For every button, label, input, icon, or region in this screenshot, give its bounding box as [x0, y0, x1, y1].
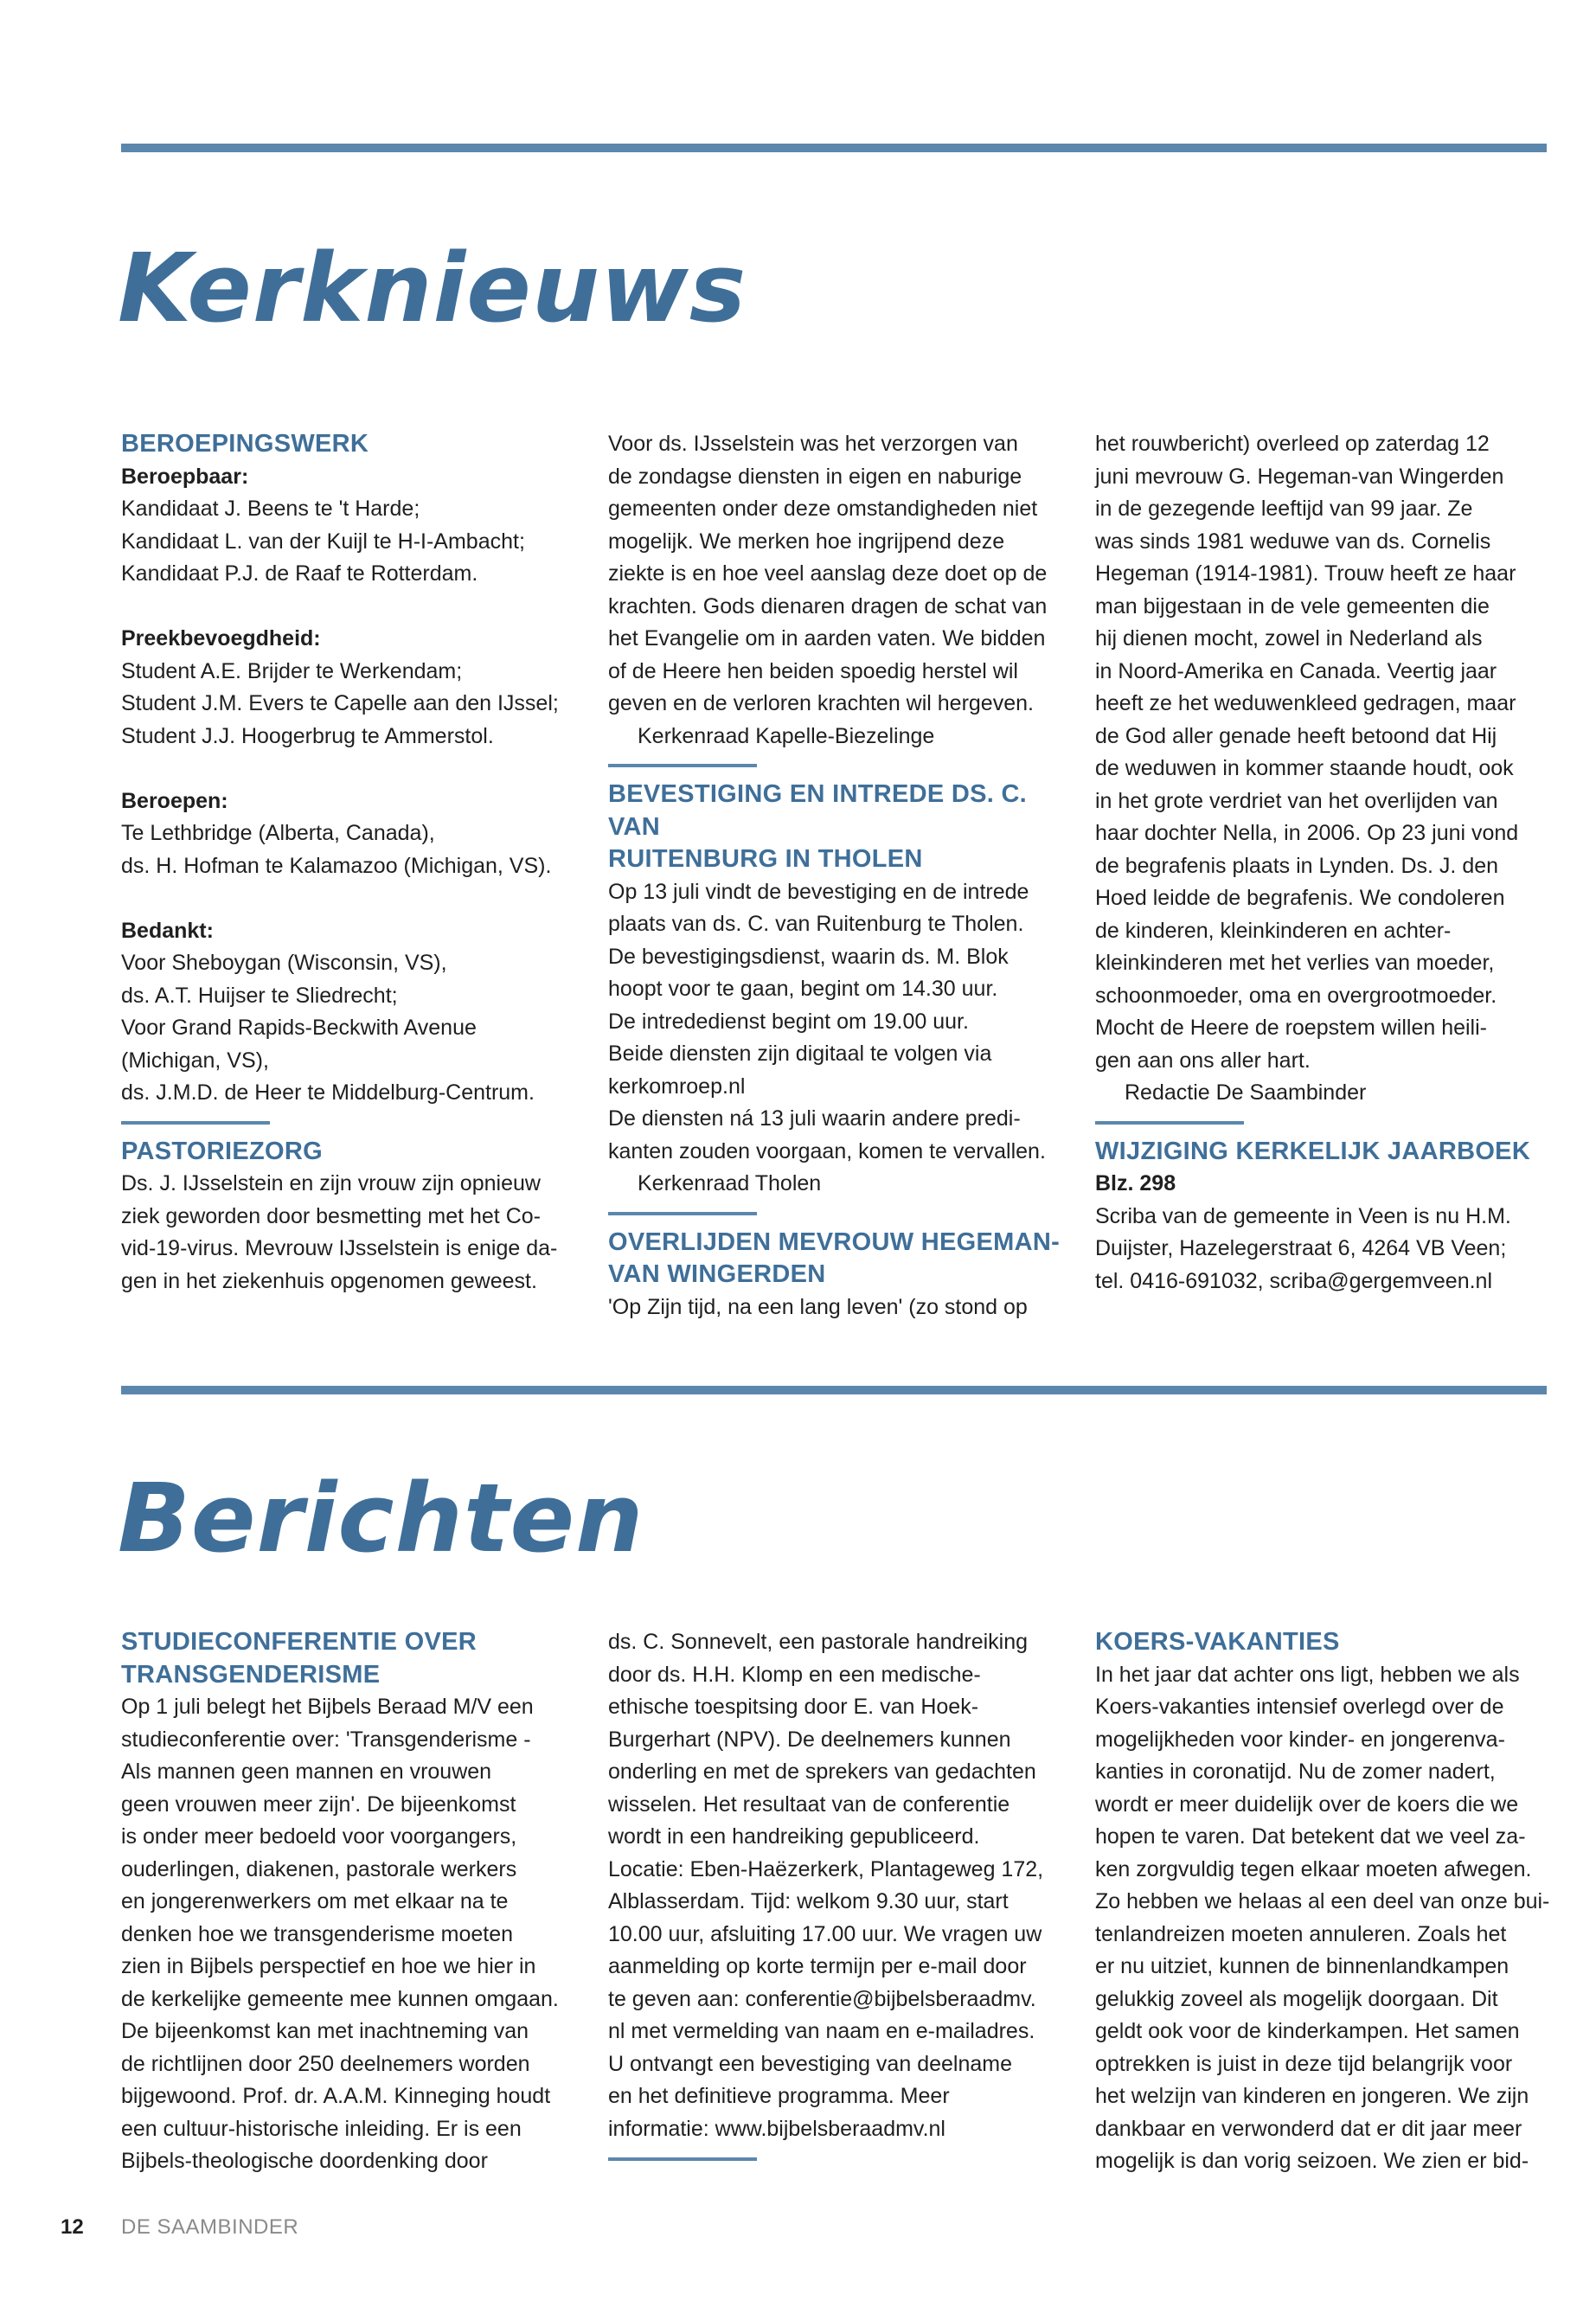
- berichten-column-1: [121, 1626, 580, 2178]
- list-item: Kandidaat L. van der Kuijl te H-I-Ambacht;: [121, 529, 525, 554]
- text-line: in het grote verdriet van het overlijden van: [1095, 788, 1498, 813]
- text-line: hopen te varen. Dat betekent dat we veel za-: [1095, 1824, 1526, 1849]
- text-line: geen vrouwen meer zijn'. De bijeenkomst: [121, 1791, 516, 1817]
- label-blz: Blz. 298: [1095, 1171, 1176, 1195]
- article-pastoriezorg-continued: [608, 428, 1067, 753]
- text-line: of de Heere hen beiden spoedig herstel wil: [608, 658, 1018, 683]
- text-line: geven en de verloren krachten wil hergeven.: [608, 691, 1034, 715]
- heading-studieconferentie-line-1: STUDIECONFERENTIE OVER: [121, 1628, 478, 1656]
- text-line: De diensten ná 13 juli waarin andere predi-: [608, 1106, 1021, 1131]
- text-line: dankbaar en verwonderd dat er dit jaar meer: [1095, 2116, 1522, 2141]
- text-line: in Noord-Amerika en Canada. Veertig jaar: [1095, 658, 1497, 683]
- text-line: Bijbels-theologische doordenking door: [121, 2149, 488, 2173]
- text-line: hoopt voor te gaan, begint om 14.30 uur.: [608, 977, 998, 1001]
- article-jaarboek-body: [1095, 1201, 1554, 1298]
- berichten-column-2: [608, 1626, 1067, 2161]
- text-line: er nu uitziet, kunnen de binnenlandkampen: [1095, 1954, 1509, 1978]
- text-line: mogelijkheden voor kinder- en jongerenva-: [1095, 1727, 1505, 1752]
- list-item: Kandidaat J. Beens te 't Harde;: [121, 497, 420, 521]
- text-line: onderling en met de sprekers van gedachten: [608, 1759, 1036, 1784]
- middle-divider: [121, 1386, 1547, 1394]
- text-line: U ontvangt een bevestiging van deelname: [608, 2051, 1012, 2076]
- article-bevestiging-body: [608, 876, 1067, 1201]
- list-item: Te Lethbridge (Alberta, Canada),: [121, 821, 435, 845]
- text-line: wisselen. Het resultaat van de conferentie: [608, 1791, 1010, 1817]
- top-divider: [121, 144, 1547, 152]
- text-line: wordt er meer duidelijk over de koers die we: [1095, 1791, 1519, 1817]
- list-item: Voor Sheboygan (Wisconsin, VS),: [121, 951, 447, 975]
- heading-pastoriezorg: PASTORIEZORG: [121, 1137, 323, 1165]
- text-line: nl met vermelding van naam en e-mailadres.: [608, 2019, 1035, 2043]
- heading-overlijden-line-2: VAN WINGERDEN: [608, 1260, 826, 1288]
- text-line: de kinderen, kleinkinderen en achter-: [1095, 918, 1452, 943]
- list-item: ds. J.M.D. de Heer te Middelburg-Centrum.: [121, 1080, 535, 1105]
- text-line: De intrededienst begint om 19.00 uur.: [608, 1009, 969, 1034]
- article-separator: [608, 2157, 757, 2161]
- text-line: tenlandreizen moeten annuleren. Zoals het: [1095, 1921, 1507, 1946]
- text-line: Op 1 juli belegt het Bijbels Beraad M/V een: [121, 1695, 534, 1719]
- text-line: wordt in een handreiking gepubliceerd.: [608, 1824, 980, 1849]
- heading-beroepingswerk: BEROEPINGSWERK: [121, 430, 369, 458]
- text-line: ouderlingen, diakenen, pastorale werkers: [121, 1856, 517, 1881]
- list-item: Voor Grand Rapids-Beckwith Avenue: [121, 1016, 477, 1040]
- text-line: gen in het ziekenhuis opgenomen geweest.: [121, 1268, 537, 1293]
- text-line: ds. C. Sonnevelt, een pastorale handreiking: [608, 1630, 1029, 1654]
- text-line: schoonmoeder, oma en overgrootmoeder.: [1095, 983, 1497, 1008]
- text-line: Als mannen geen mannen en vrouwen: [121, 1759, 492, 1784]
- list-beroepbaar: [121, 493, 580, 591]
- heading-koers-vakanties: KOERS-VAKANTIES: [1095, 1628, 1340, 1656]
- text-line: in de gezegende leeftijd van 99 jaar. Ze: [1095, 497, 1473, 521]
- text-line: gen aan ons aller hart.: [1095, 1048, 1311, 1073]
- text-line: Beide diensten zijn digitaal te volgen via: [608, 1042, 992, 1066]
- text-line: plaats van ds. C. van Ruitenburg te Tholen.: [608, 912, 1024, 936]
- text-line: Hegeman (1914-1981). Trouw heeft ze haar: [1095, 561, 1516, 586]
- text-line: de richtlijnen door 250 deelnemers worden: [121, 2051, 530, 2076]
- text-line: man bijgestaan in de vele gemeenten die: [1095, 593, 1490, 619]
- text-line: het Evangelie om in aarden vaten. We bidden: [608, 626, 1046, 651]
- section-title-kerknieuws: Kerknieuws: [118, 233, 747, 343]
- kerknieuws-column-3: [1095, 428, 1554, 1298]
- text-line: mogelijk. We merken hoe ingrijpend deze: [608, 529, 1005, 554]
- text-line: mogelijk is dan vorig seizoen. We zien er bid-: [1095, 2149, 1529, 2173]
- text-line: ziek geworden door besmetting met het Co-: [121, 1203, 541, 1228]
- text-line: 10.00 uur, afsluiting 17.00 uur. We vragen uw: [608, 1921, 1042, 1946]
- article-overlijden-continued: [1095, 428, 1554, 1110]
- text-line: Alblasserdam. Tijd: welkom 9.30 uur, start: [608, 1889, 1009, 1913]
- text-line: gelukkig zoveel als mogelijk doorgaan. Dit: [1095, 1986, 1498, 2011]
- text-line: de God aller genade heeft betoond dat Hij: [1095, 723, 1497, 748]
- page-number: 12: [61, 2215, 84, 2239]
- text-line: een cultuur-historische inleiding. Er is een: [121, 2116, 522, 2141]
- article-separator: [608, 1212, 757, 1215]
- list-item: (Michigan, VS),: [121, 1048, 269, 1073]
- list-item: ds. H. Hofman te Kalamazoo (Michigan, VS).: [121, 853, 552, 878]
- label-bedankt: Bedankt:: [121, 918, 214, 943]
- signature: Kerkenraad Kapelle-Biezelinge: [638, 723, 935, 748]
- section-title-berichten: Berichten: [118, 1463, 644, 1574]
- text-line: de zondagse diensten in eigen en naburige: [608, 464, 1022, 489]
- text-line: kanties in coronatijd. Nu de zomer nadert,: [1095, 1759, 1496, 1784]
- text-line: bijgewoond. Prof. dr. A.A.M. Kinneging houdt: [121, 2084, 551, 2108]
- text-line: In het jaar dat achter ons ligt, hebben we als: [1095, 1662, 1520, 1687]
- text-line: ken zorgvuldig tegen elkaar moeten afwegen.: [1095, 1856, 1532, 1881]
- signature: Kerkenraad Tholen: [638, 1171, 822, 1195]
- text-line: Mocht de Heere de roepstem willen heili-: [1095, 1016, 1487, 1040]
- text-line: Koers-vakanties intensief overlegd over de: [1095, 1695, 1504, 1719]
- text-line: Burgerhart (NPV). De deelnemers kunnen: [608, 1727, 1011, 1752]
- article-separator: [608, 764, 757, 767]
- text-line: en jongerenwerkers om met elkaar na te: [121, 1889, 509, 1913]
- text-line: het welzijn van kinderen en jongeren. We zijn: [1095, 2084, 1529, 2108]
- heading-bevestiging-line-1: BEVESTIGING EN INTREDE DS. C. VAN: [608, 780, 1028, 841]
- article-studieconferentie-continued: [608, 1626, 1067, 2145]
- text-line: door ds. H.H. Klomp en een medische-: [608, 1662, 981, 1687]
- heading-jaarboek: WIJZIGING KERKELIJK JAARBOEK: [1095, 1137, 1531, 1165]
- text-line: ziekte is en hoe veel aanslag deze doet op de: [608, 561, 1048, 586]
- text-line: kleinkinderen met het verlies van moeder,: [1095, 951, 1495, 975]
- text-line: de kerkelijke gemeente mee kunnen omgaan.: [121, 1986, 559, 2011]
- text-line: studieconferentie over: 'Transgenderisme -: [121, 1727, 531, 1752]
- heading-studieconferentie-line-2: TRANSGENDERISME: [121, 1660, 381, 1689]
- article-separator: [1095, 1121, 1244, 1125]
- label-beroepbaar: Beroepbaar:: [121, 464, 249, 489]
- text-line: Scriba van de gemeente in Veen is nu H.M.: [1095, 1203, 1511, 1228]
- text-line: vid-19-virus. Mevrouw IJsselstein is enige da-: [121, 1236, 558, 1260]
- text-line: is onder meer bedoeld voor voorgangers,: [121, 1824, 517, 1849]
- text-line: Hoed leidde de begrafenis. We condoleren: [1095, 886, 1505, 910]
- text-line: kerkomroep.nl: [608, 1074, 746, 1099]
- text-line: 'Op Zijn tijd, na een lang leven' (zo stond op: [608, 1294, 1028, 1319]
- list-bedankt: [121, 947, 580, 1110]
- text-line: hij dienen mocht, zowel in Nederland als: [1095, 626, 1483, 651]
- text-line: De bevestigingsdienst, waarin ds. M. Blok: [608, 944, 1009, 969]
- heading-overlijden-line-1: OVERLIJDEN MEVROUW HEGEMAN-: [608, 1227, 1061, 1256]
- text-line: Voor ds. IJsselstein was het verzorgen van: [608, 432, 1018, 456]
- text-line: zien in Bijbels perspectief en hoe we hier in: [121, 1954, 536, 1978]
- text-line: ethische toespitsing door E. van Hoek-: [608, 1695, 979, 1719]
- magazine-name: DE SAAMBINDER: [121, 2215, 299, 2239]
- text-line: heeft ze het weduwenkleed gedragen, maar: [1095, 691, 1516, 715]
- text-line: het rouwbericht) overleed op zaterdag 12: [1095, 432, 1490, 456]
- list-item: Student J.J. Hoogerbrug te Ammerstol.: [121, 723, 494, 748]
- article-pastoriezorg-body: [121, 1168, 580, 1298]
- article-separator: [121, 1121, 270, 1125]
- text-line: juni mevrouw G. Hegeman-van Wingerden: [1095, 464, 1504, 489]
- text-line: tel. 0416-691032, scriba@gergemveen.nl: [1095, 1268, 1492, 1293]
- label-preekbevoegdheid: Preekbevoegdheid:: [121, 626, 321, 651]
- text-line: haar dochter Nella, in 2006. Op 23 juni vond: [1095, 821, 1519, 845]
- list-item: Kandidaat P.J. de Raaf te Rotterdam.: [121, 561, 478, 586]
- kerknieuws-column-1: [121, 428, 580, 1298]
- heading-bevestiging-line-2: RUITENBURG IN THOLEN: [608, 845, 923, 873]
- text-line: Zo hebben we helaas al een deel van onze bui-: [1095, 1889, 1550, 1913]
- text-line: te geven aan: conferentie@bijbelsberaadmv.: [608, 1986, 1036, 2011]
- text-line: en het definitieve programma. Meer: [608, 2084, 950, 2108]
- list-item: Student J.M. Evers te Capelle aan den IJssel;: [121, 691, 559, 715]
- label-beroepen: Beroepen:: [121, 788, 228, 813]
- text-line: de weduwen in kommer staande houdt, ook: [1095, 756, 1514, 780]
- text-line: geldt ook voor de kinderkampen. Het samen: [1095, 2019, 1520, 2043]
- text-line: gemeenten onder deze omstandigheden niet: [608, 497, 1038, 521]
- text-line: optrekken is juist in deze tijd belangrijk voor: [1095, 2051, 1513, 2076]
- signature: Redactie De Saambinder: [1125, 1080, 1367, 1105]
- berichten-column-3: [1095, 1626, 1554, 2178]
- text-line: denken hoe we transgenderisme moeten: [121, 1921, 514, 1946]
- list-item: ds. A.T. Huijser te Sliedrecht;: [121, 983, 398, 1008]
- text-line: Duijster, Hazelegerstraat 6, 4264 VB Veen;: [1095, 1236, 1507, 1260]
- text-line: Ds. J. IJsselstein en zijn vrouw zijn opnieuw: [121, 1171, 541, 1195]
- list-item: Student A.E. Brijder te Werkendam;: [121, 658, 463, 683]
- text-line: aanmelding op korte termijn per e-mail door: [608, 1954, 1027, 1978]
- list-beroepen: [121, 817, 580, 882]
- kerknieuws-column-2: [608, 428, 1067, 1324]
- text-line: kanten zouden voorgaan, komen te vervallen.: [608, 1138, 1046, 1163]
- text-line: De bijeenkomst kan met inachtneming van: [121, 2019, 529, 2043]
- text-line: Locatie: Eben-Haëzerkerk, Plantageweg 172,: [608, 1856, 1044, 1881]
- list-preekbevoegdheid: [121, 656, 580, 753]
- text-line: was sinds 1981 weduwe van ds. Cornelis: [1095, 529, 1491, 554]
- article-koers-body: [1095, 1659, 1554, 2178]
- text-line: krachten. Gods dienaren dragen de schat van: [608, 593, 1048, 619]
- text-line: Op 13 juli vindt de bevestiging en de intrede: [608, 879, 1029, 904]
- article-studieconferentie-body: [121, 1691, 580, 2178]
- text-line: informatie: www.bijbelsberaadmv.nl: [608, 2116, 945, 2141]
- text-line: de begrafenis plaats in Lynden. Ds. J. den: [1095, 853, 1499, 878]
